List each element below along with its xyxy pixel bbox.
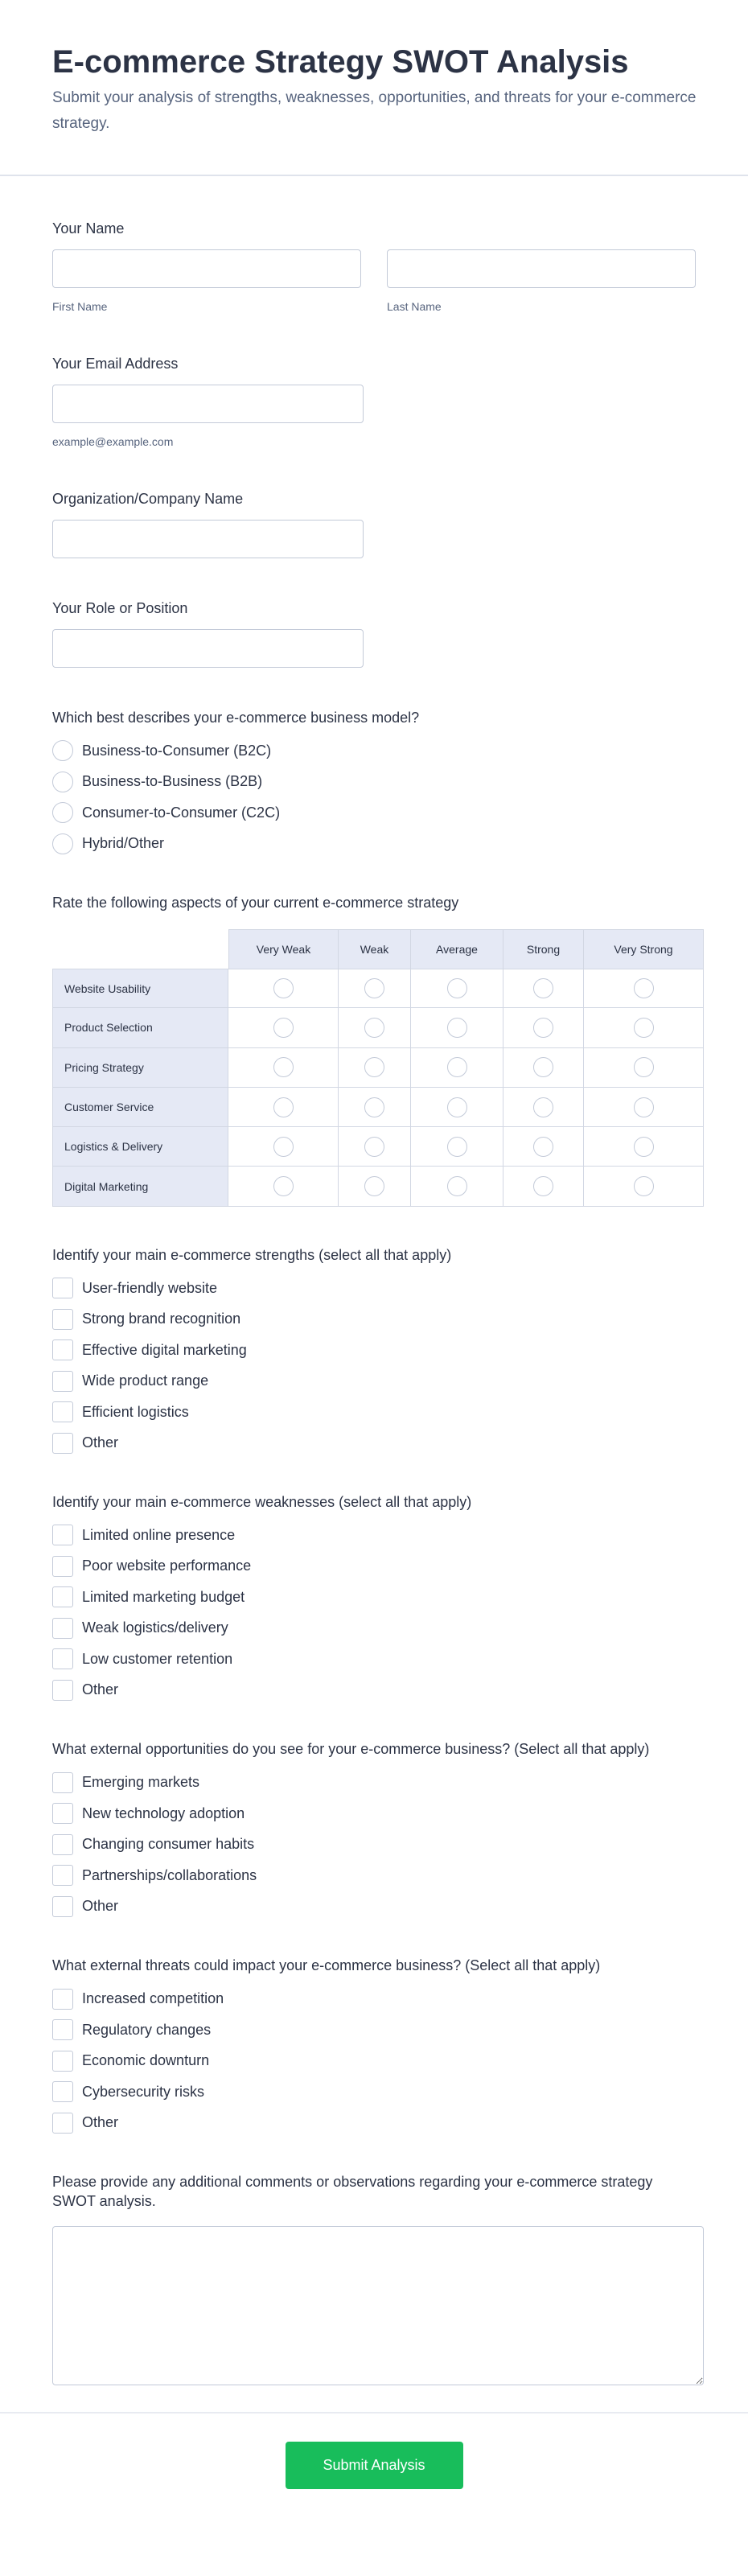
option-label: Other xyxy=(82,1898,119,1915)
rating-radio[interactable] xyxy=(634,1057,654,1077)
option-label: Changing consumer habits xyxy=(82,1836,255,1853)
checkbox[interactable] xyxy=(52,1865,73,1886)
matrix-cell xyxy=(228,1127,339,1167)
strengths-field xyxy=(52,1245,696,1459)
option-label: Economic downturn xyxy=(82,2052,210,2069)
rating-radio[interactable] xyxy=(634,1018,654,1038)
checkbox[interactable] xyxy=(52,1278,73,1298)
threats-label: What external threats could impact your e-commerce business? (Select all that apply) xyxy=(52,1957,601,1973)
option-label: Limited marketing budget xyxy=(82,1588,245,1605)
rating-radio[interactable] xyxy=(364,1057,384,1077)
checkbox[interactable] xyxy=(52,1834,73,1855)
threats-option[interactable] xyxy=(52,2076,696,2108)
rating-radio[interactable] xyxy=(364,1176,384,1196)
rating-radio[interactable] xyxy=(364,1097,384,1117)
option-label: Business-to-Business (B2B) xyxy=(82,773,263,790)
weaknesses-option[interactable] xyxy=(52,1644,696,1675)
checkbox[interactable] xyxy=(52,1433,73,1454)
matrix-row-label: Pricing Strategy xyxy=(52,1048,228,1088)
option-label: Regulatory changes xyxy=(82,2021,212,2038)
checkbox[interactable] xyxy=(52,1680,73,1701)
matrix-cell xyxy=(228,1048,339,1088)
option-label: Effective digital marketing xyxy=(82,1341,247,1358)
radio-button[interactable] xyxy=(52,802,73,823)
rating-radio[interactable] xyxy=(634,978,654,998)
radio-button[interactable] xyxy=(52,772,73,792)
rating-radio[interactable] xyxy=(273,1137,294,1157)
rating-radio[interactable] xyxy=(273,978,294,998)
checkbox[interactable] xyxy=(52,1309,73,1330)
page-subtitle: Submit your analysis of strengths, weaknesses, opportunities, and threats for your e-commerce strategy. xyxy=(52,89,697,132)
threats-option[interactable] xyxy=(52,2014,696,2046)
org-field xyxy=(52,489,696,558)
threats-option[interactable] xyxy=(52,2107,696,2138)
comments-field xyxy=(52,2172,696,2385)
rating-label: Rate the following aspects of your current e-commerce strategy xyxy=(52,895,459,911)
submit-button[interactable]: Submit Analysis xyxy=(286,2442,463,2489)
matrix-row xyxy=(52,1127,704,1167)
matrix-cell xyxy=(503,1167,584,1206)
rating-radio[interactable] xyxy=(634,1097,654,1117)
matrix-cell xyxy=(228,969,339,1008)
matrix-cell xyxy=(584,969,704,1008)
matrix-row-label: Logistics & Delivery xyxy=(52,1127,228,1167)
org-label: Organization/Company Name xyxy=(52,491,244,507)
matrix-row xyxy=(52,1088,704,1127)
first-name-sublabel: First Name xyxy=(52,300,108,313)
rating-radio[interactable] xyxy=(447,1137,467,1157)
option-label: Weak logistics/delivery xyxy=(82,1619,228,1636)
form-header xyxy=(0,0,748,176)
matrix-row-label: Customer Service xyxy=(52,1088,228,1127)
checkbox[interactable] xyxy=(52,1339,73,1360)
radio-button[interactable] xyxy=(52,740,73,761)
rating-radio[interactable] xyxy=(364,978,384,998)
rating-radio[interactable] xyxy=(533,1097,553,1117)
matrix-cell xyxy=(411,1088,503,1127)
matrix-cell xyxy=(503,1048,584,1088)
matrix-cell xyxy=(503,1088,584,1127)
rating-radio[interactable] xyxy=(533,1018,553,1038)
last-name-input[interactable] xyxy=(387,249,696,288)
matrix-cell xyxy=(584,1167,704,1206)
checkbox[interactable] xyxy=(52,2081,73,2102)
opportunities-option[interactable] xyxy=(52,1829,696,1860)
checkbox[interactable] xyxy=(52,1618,73,1639)
email-input[interactable] xyxy=(52,385,364,423)
matrix-cell xyxy=(411,1167,503,1206)
comments-label: Please provide any additional comments or observations regarding your e-commerce strategy SWOT analysis. xyxy=(52,2173,653,2210)
option-label: Partnerships/collaborations xyxy=(82,1866,257,1883)
rating-matrix xyxy=(52,929,704,1207)
checkbox[interactable] xyxy=(52,1772,73,1793)
matrix-row xyxy=(52,1167,704,1206)
option-label: Emerging markets xyxy=(82,1774,200,1791)
rating-radio[interactable] xyxy=(634,1176,654,1196)
rating-field xyxy=(52,893,696,1207)
option-label: Strong brand recognition xyxy=(82,1311,241,1327)
business-model-label: Which best describes your e-commerce business model? xyxy=(52,710,420,726)
matrix-cell xyxy=(339,1167,411,1206)
matrix-column-header: Average xyxy=(411,929,503,969)
opportunities-option[interactable] xyxy=(52,1798,696,1829)
role-field xyxy=(52,599,696,668)
email-field xyxy=(52,354,696,449)
comments-textarea[interactable] xyxy=(52,2226,704,2385)
option-label: Other xyxy=(82,1681,119,1698)
option-label: Hybrid/Other xyxy=(82,835,165,852)
opportunities-field xyxy=(52,1739,696,1922)
option-label: New technology adoption xyxy=(82,1804,245,1821)
weaknesses-option[interactable] xyxy=(52,1674,696,1706)
email-hint: example@example.com xyxy=(52,435,174,448)
matrix-cell xyxy=(503,1008,584,1047)
option-label: Business-to-Consumer (B2C) xyxy=(82,742,272,759)
strengths-option[interactable] xyxy=(52,1273,696,1304)
matrix-cell xyxy=(411,969,503,1008)
option-label: Efficient logistics xyxy=(82,1403,189,1420)
opportunities-option[interactable] xyxy=(52,1860,696,1891)
matrix-cell xyxy=(339,969,411,1008)
rating-radio[interactable] xyxy=(447,1057,467,1077)
matrix-cell xyxy=(339,1127,411,1167)
matrix-cell xyxy=(228,1088,339,1127)
model-option[interactable] xyxy=(52,767,696,798)
rating-radio[interactable] xyxy=(533,978,553,998)
role-input[interactable] xyxy=(52,629,364,668)
rating-radio[interactable] xyxy=(447,1097,467,1117)
rating-radio[interactable] xyxy=(533,1057,553,1077)
page-title: E-commerce Strategy SWOT Analysis xyxy=(52,44,629,80)
threats-option[interactable] xyxy=(52,1983,696,2014)
strengths-label: Identify your main e-commerce strengths (select all that apply) xyxy=(52,1246,452,1263)
checkbox[interactable] xyxy=(52,1586,73,1607)
matrix-cell xyxy=(228,1008,339,1047)
threats-option[interactable] xyxy=(52,2045,696,2076)
matrix-row-label: Product Selection xyxy=(52,1008,228,1047)
matrix-cell xyxy=(503,1127,584,1167)
matrix-row-label: Website Usability xyxy=(52,969,228,1008)
opportunities-option[interactable] xyxy=(52,1891,696,1922)
matrix-row xyxy=(52,1008,704,1047)
matrix-row xyxy=(52,1048,704,1088)
rating-radio[interactable] xyxy=(273,1176,294,1196)
matrix-cell xyxy=(411,1008,503,1047)
option-label: Increased competition xyxy=(82,1990,224,2007)
weaknesses-option[interactable] xyxy=(52,1520,696,1551)
rating-radio[interactable] xyxy=(273,1018,294,1038)
rating-radio[interactable] xyxy=(273,1097,294,1117)
first-name-input[interactable] xyxy=(52,249,361,288)
matrix-cell xyxy=(339,1008,411,1047)
role-label: Your Role or Position xyxy=(52,600,188,616)
model-option[interactable] xyxy=(52,735,696,767)
rating-radio[interactable] xyxy=(447,1018,467,1038)
matrix-corner xyxy=(52,929,228,969)
checkbox[interactable] xyxy=(52,1401,73,1422)
strengths-option[interactable] xyxy=(52,1335,696,1366)
checkbox[interactable] xyxy=(52,1896,73,1917)
rating-radio[interactable] xyxy=(364,1137,384,1157)
checkbox[interactable] xyxy=(52,2019,73,2040)
swot-form xyxy=(0,176,748,2385)
option-label: Low customer retention xyxy=(82,1650,233,1667)
rating-radio[interactable] xyxy=(533,1176,553,1196)
option-label: Consumer-to-Consumer (C2C) xyxy=(82,804,281,821)
weaknesses-label: Identify your main e-commerce weaknesses (select all that apply) xyxy=(52,1493,472,1510)
matrix-cell xyxy=(584,1127,704,1167)
opportunities-option[interactable] xyxy=(52,1767,696,1798)
rating-radio[interactable] xyxy=(273,1057,294,1077)
rating-radio[interactable] xyxy=(447,978,467,998)
option-label: Poor website performance xyxy=(82,1558,252,1574)
matrix-cell xyxy=(584,1048,704,1088)
name-field xyxy=(52,219,696,314)
weaknesses-option[interactable] xyxy=(52,1582,696,1613)
strengths-option[interactable] xyxy=(52,1427,696,1459)
weaknesses-option[interactable] xyxy=(52,1612,696,1644)
weaknesses-option[interactable] xyxy=(52,1550,696,1582)
rating-radio[interactable] xyxy=(447,1176,467,1196)
checkbox[interactable] xyxy=(52,1989,73,2010)
model-option[interactable] xyxy=(52,797,696,829)
matrix-cell xyxy=(584,1088,704,1127)
last-name-sublabel: Last Name xyxy=(387,300,442,313)
matrix-cell xyxy=(411,1127,503,1167)
matrix-row-label: Digital Marketing xyxy=(52,1167,228,1206)
checkbox[interactable] xyxy=(52,1648,73,1669)
strengths-option[interactable] xyxy=(52,1365,696,1397)
email-label: Your Email Address xyxy=(52,356,179,372)
matrix-cell xyxy=(339,1048,411,1088)
matrix-row xyxy=(52,969,704,1008)
matrix-column-header: Very Strong xyxy=(584,929,704,969)
matrix-cell xyxy=(411,1048,503,1088)
form-footer xyxy=(0,2412,748,2528)
matrix-cell xyxy=(228,1167,339,1206)
name-label: Your Name xyxy=(52,220,125,237)
rating-radio[interactable] xyxy=(533,1137,553,1157)
weaknesses-field xyxy=(52,1492,696,1706)
option-label: User-friendly website xyxy=(82,1279,218,1296)
checkbox[interactable] xyxy=(52,1556,73,1577)
opportunities-label: What external opportunities do you see for your e-commerce business? (Select all that apply) xyxy=(52,1740,650,1757)
checkbox[interactable] xyxy=(52,1803,73,1824)
option-label: Other xyxy=(82,2114,119,2131)
matrix-cell xyxy=(503,969,584,1008)
matrix-column-header: Weak xyxy=(339,929,411,969)
radio-button[interactable] xyxy=(52,833,73,854)
checkbox[interactable] xyxy=(52,1371,73,1392)
checkbox[interactable] xyxy=(52,2051,73,2072)
rating-radio[interactable] xyxy=(634,1137,654,1157)
business-model-field xyxy=(52,708,696,859)
rating-radio[interactable] xyxy=(364,1018,384,1038)
matrix-cell xyxy=(339,1088,411,1127)
option-label: Wide product range xyxy=(82,1372,209,1389)
matrix-cell xyxy=(584,1008,704,1047)
threats-field xyxy=(52,1956,696,2138)
checkbox[interactable] xyxy=(52,1525,73,1545)
strengths-option[interactable] xyxy=(52,1397,696,1428)
option-label: Other xyxy=(82,1434,119,1451)
checkbox[interactable] xyxy=(52,2113,73,2134)
strengths-option[interactable] xyxy=(52,1303,696,1335)
matrix-column-header: Strong xyxy=(503,929,584,969)
model-option[interactable] xyxy=(52,829,696,860)
matrix-column-header: Very Weak xyxy=(228,929,339,969)
option-label: Limited online presence xyxy=(82,1526,236,1543)
option-label: Cybersecurity risks xyxy=(82,2083,205,2100)
org-input[interactable] xyxy=(52,520,364,558)
